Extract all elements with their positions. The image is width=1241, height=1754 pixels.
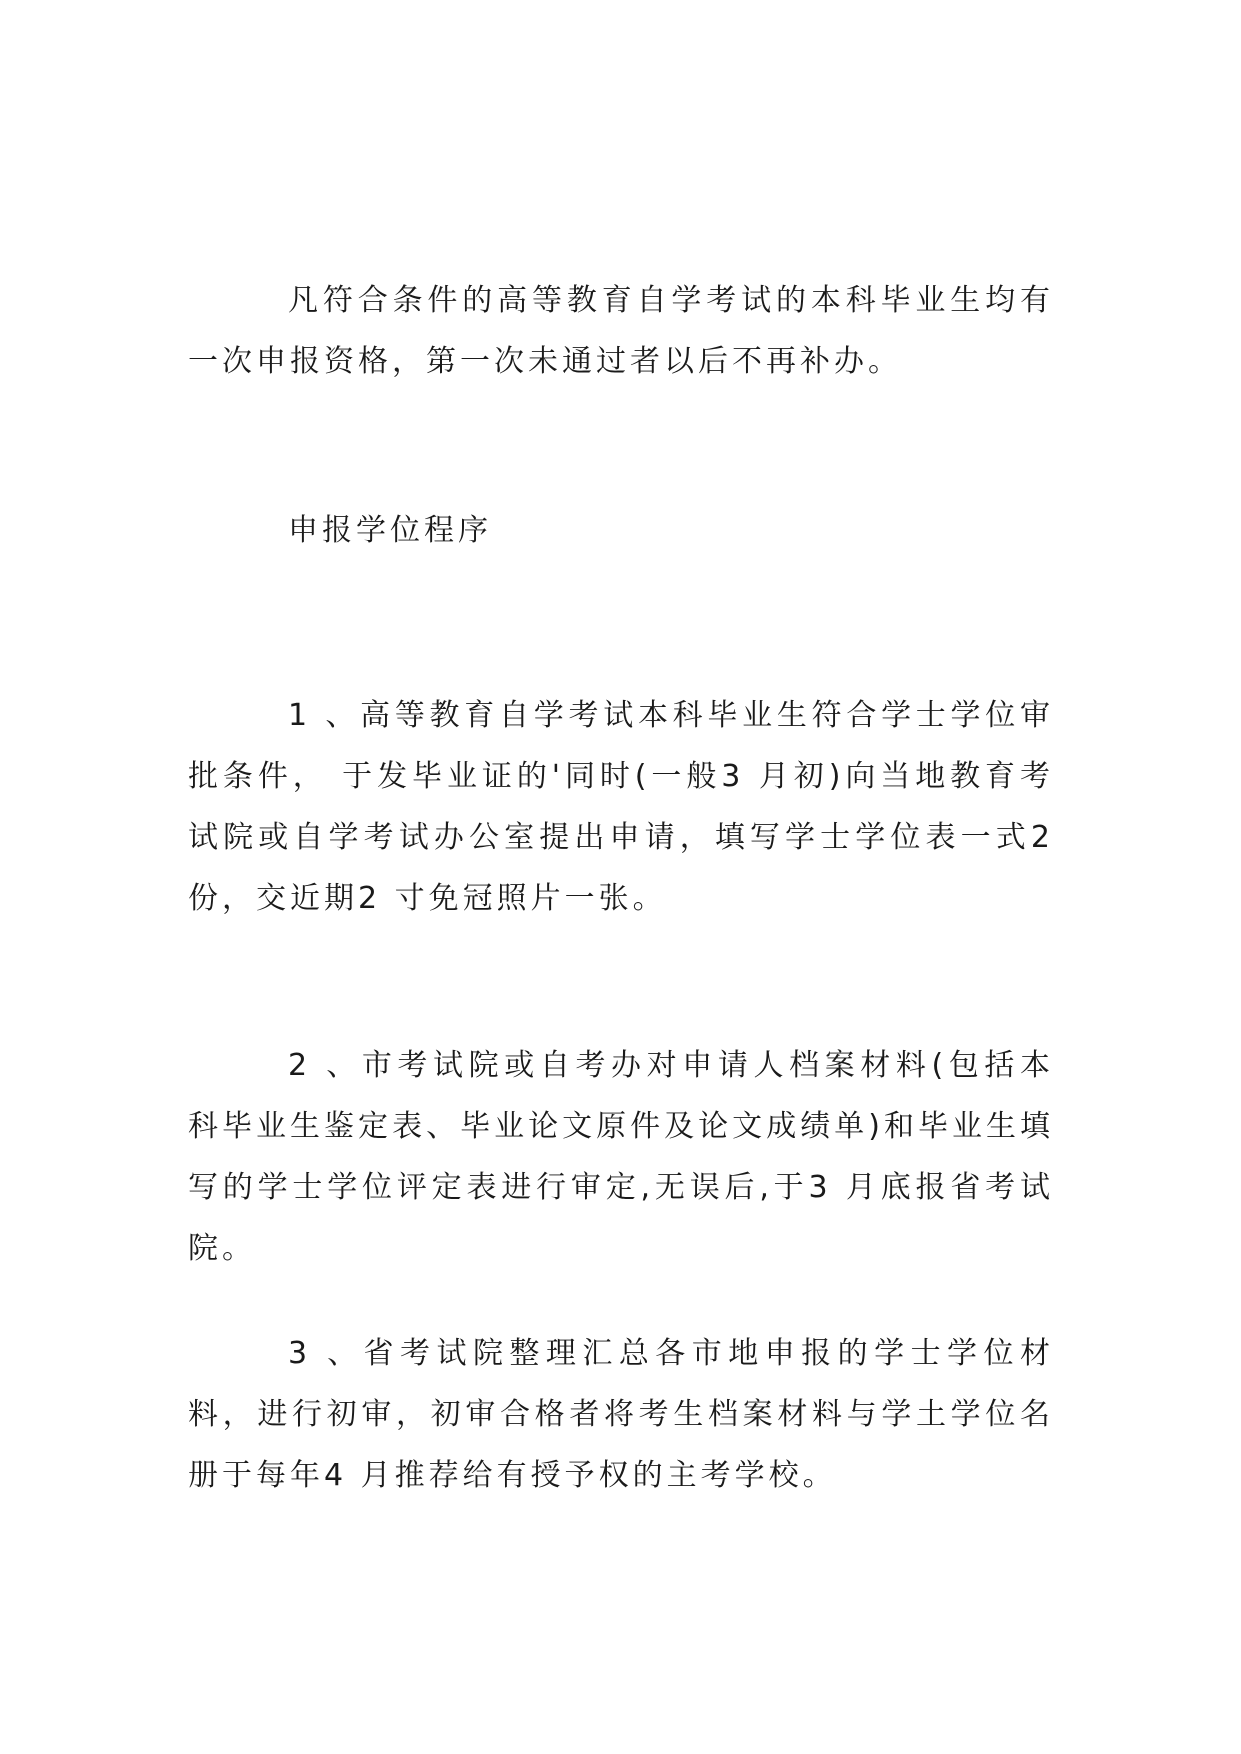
procedure-step-2: 2 、市考试院或自考办对申请人档案材料(包括本科毕业生鉴定表、毕业论文原件及论文成绩单)和毕业生填写的学士学位评定表进行审定,无误后,于3 月底报省考试院。 <box>188 1048 1054 1266</box>
procedure-step-1: 1 、高等教育自学考试本科毕业生符合学士学位审批条件， 于发毕业证的'同时(一般3 月初)向当地教育考试院或自学考试办公室提出申请，填写学士学位表一式2 份，交近期2 寸免冠照片一张。 <box>188 698 1054 916</box>
procedure-step-3: 3 、省考试院整理汇总各市地申报的学士学位材料，进行初审，初审合格者将考生档案材料与学土学位名册于每年4 月推荐给有授予权的主考学校。 <box>188 1336 1054 1493</box>
eligibility-paragraph: 凡符合条件的高等教育自学考试的本科毕业生均有一次申报资格，第一次未通过者以后不再补办。 <box>188 283 1054 379</box>
section-heading: 申报学位程序 <box>288 513 492 548</box>
